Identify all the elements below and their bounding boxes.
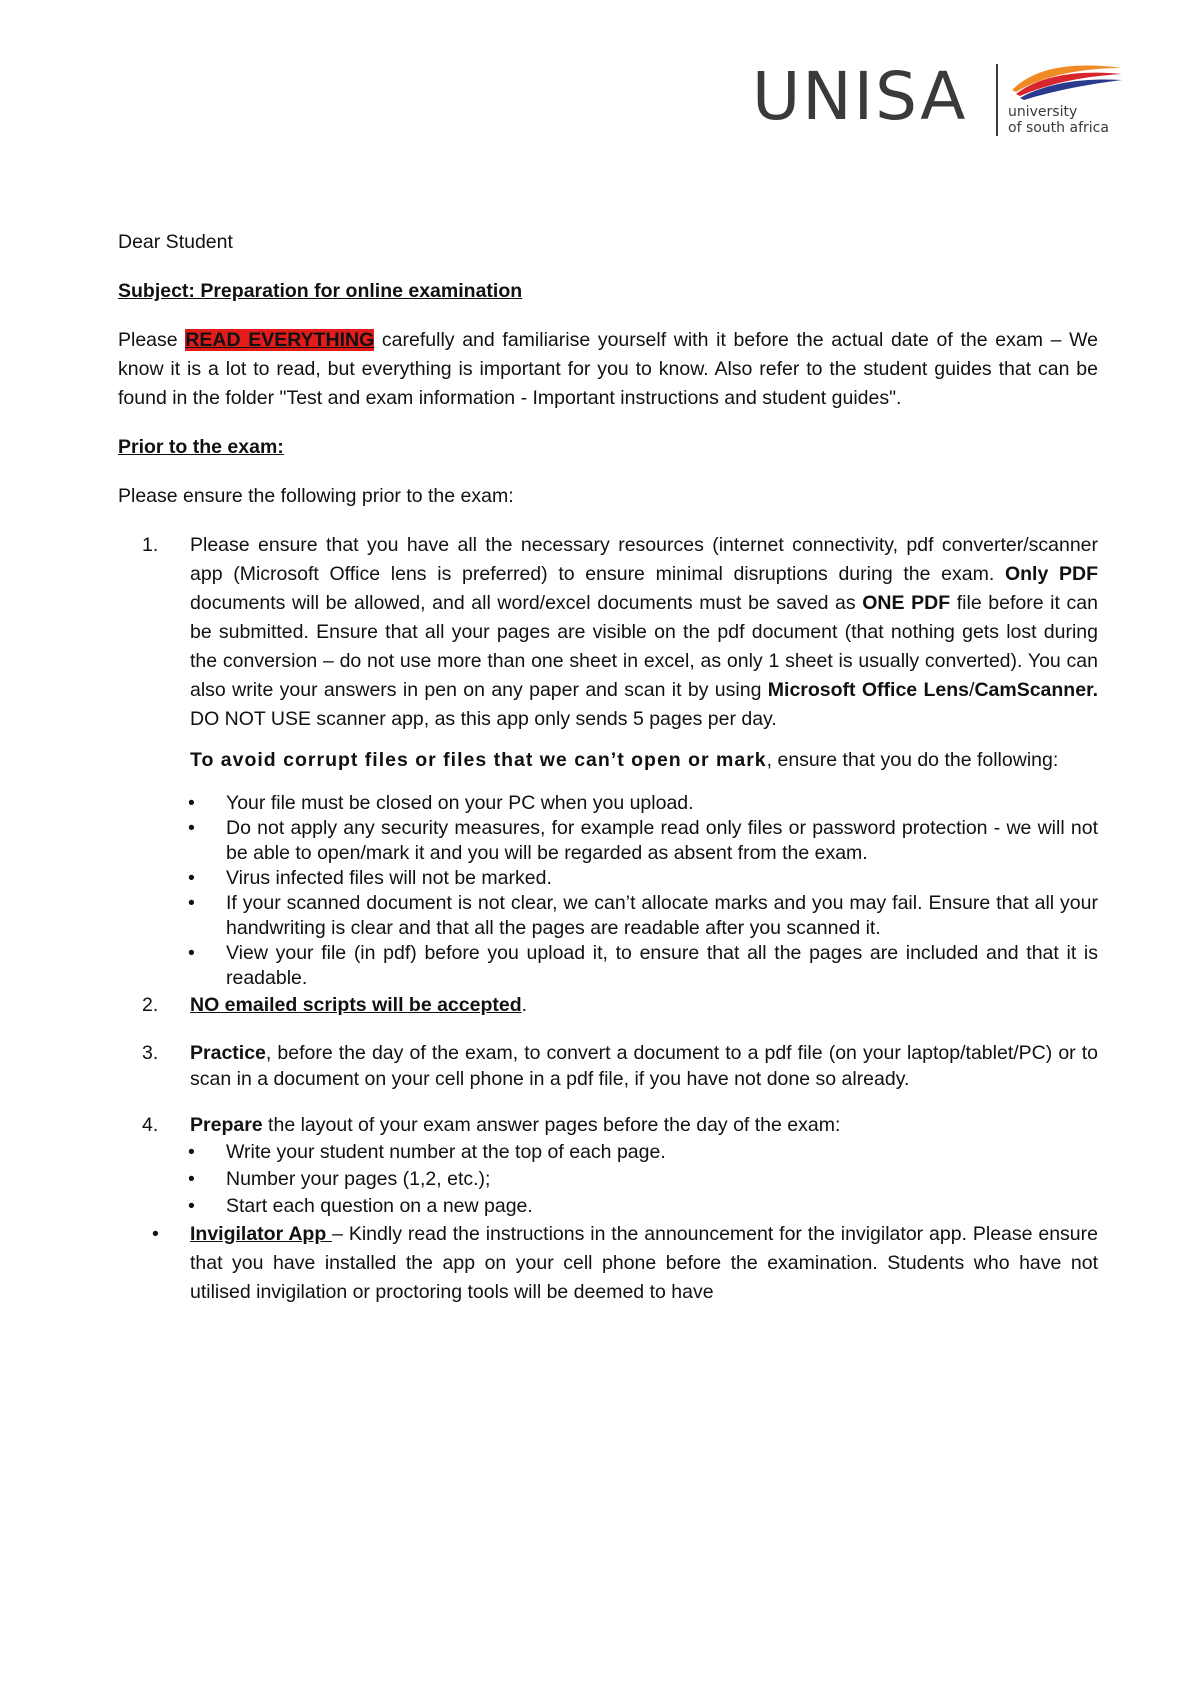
list-item xyxy=(118,1193,1098,1220)
list-item xyxy=(118,816,1098,866)
item-number: 2. xyxy=(142,994,159,1016)
item4-text: the layout of your exam answer pages before the day of the exam: xyxy=(262,1114,841,1136)
intro-paragraph xyxy=(118,326,1098,413)
intro-text-rest: carefully and familiarise yourself with it before the actual date of the exam – We know it is a lot to read, but everything is important for you to know. Also refer to the student guides that can be found in the folder "Test and exam information - Important instructions and student guides". xyxy=(118,329,1099,409)
greeting: Dear Student xyxy=(118,231,233,253)
bullet-icon: • xyxy=(152,1223,159,1245)
bullet-icon: • xyxy=(188,1195,195,1217)
list-item xyxy=(118,1139,1098,1166)
list-item-2 xyxy=(118,991,1098,1020)
item1-bold-pdf: Only PDF xyxy=(1004,563,1098,585)
bullet-text: Number your pages (1,2, etc.); xyxy=(226,1168,491,1190)
bullet-text: Do not apply any security measures, for example read only files or password protection - we will not be able to open/mark it and you will be regarded as absent from the exam. xyxy=(226,817,1098,864)
ensure-line: Please ensure the following prior to the exam: xyxy=(118,485,514,507)
item-number: 1. xyxy=(142,534,159,556)
logo-sub-line2: of south africa xyxy=(1008,120,1109,136)
list-item xyxy=(118,941,1098,991)
item-number: 3. xyxy=(142,1042,159,1064)
list-item-3 xyxy=(118,1040,1098,1092)
item3-text: , before the day of the exam, to convert a document to a pdf file (on your laptop/tablet/PC) or to scan in a document on your cell phone in a pdf file, if you have not done so already. xyxy=(190,1042,1098,1090)
item1-text: DO NOT USE scanner app, as this app only sends 5 pages per day. xyxy=(190,708,777,730)
upload-bullets xyxy=(118,791,1098,991)
item1-bold-camscanner: CamScanner. xyxy=(974,679,1098,701)
bullet-text: View your file (in pdf) before you upload it, to ensure that all the pages are included and that it is readable. xyxy=(226,942,1098,989)
list-item xyxy=(118,891,1098,941)
item2-period: . xyxy=(521,994,528,1016)
practice-bold: Practice xyxy=(190,1042,266,1064)
prepare-bold: Prepare xyxy=(190,1114,263,1136)
bullet-icon: • xyxy=(188,1141,195,1163)
item1-text: / xyxy=(969,679,975,701)
logo-divider xyxy=(996,64,998,136)
item1-text: file before it can be submitted. Ensure that all your pages are visible on the pdf document (that nothing gets lost during the conversion – do not use more than one sheet in excel, as only 1 sheet is usually converted). You can also write your answers in pen on any paper and scan it by using xyxy=(190,592,1098,701)
bullet-icon: • xyxy=(188,792,195,814)
no-email-notice: NO emailed scripts will be accepted xyxy=(190,994,522,1016)
read-everything-highlight: READ EVERYTHING xyxy=(185,329,375,351)
avoid-bold: To avoid corrupt files or files that we can’t open or mark xyxy=(190,749,767,771)
unisa-logo xyxy=(752,58,1124,138)
logo-subtitle xyxy=(1008,104,1109,136)
bullet-text: Start each question on a new page. xyxy=(226,1195,533,1217)
subject-line: Subject: Preparation for online examination xyxy=(118,280,523,302)
item1-text: Please ensure that you have all the necessary resources (internet connectivity, pdf converter/scanner app (Microsoft Office lens is preferred) to ensure minimal disruptions during the exam. xyxy=(190,534,1098,585)
list-item xyxy=(118,791,1098,816)
bullet-text: Your file must be closed on your PC when you upload. xyxy=(226,792,694,814)
avoid-corrupt-paragraph xyxy=(118,746,1098,775)
logo-wordmark: UNISA xyxy=(752,58,968,135)
letter-body xyxy=(118,228,1098,1307)
bullet-icon: • xyxy=(188,867,195,889)
layout-bullets xyxy=(118,1139,1098,1220)
bullet-text: If your scanned document is not clear, we can’t allocate marks and you may fail. Ensure that all your handwriting is clear and that all the pages are readable after you scanned it. xyxy=(226,892,1098,939)
prior-heading: Prior to the exam: xyxy=(118,436,284,458)
bullet-icon: • xyxy=(188,892,195,914)
invigilator-text: – Kindly read the instructions in the announcement for the invigilator app. Please ensure that you have installed the app on your cell phone before the examination. Students who have not utilised invigilation or proctoring tools will be deemed to have xyxy=(190,1223,1098,1303)
avoid-text: , ensure that you do the following: xyxy=(766,749,1059,771)
bullet-text: Virus infected files will not be marked. xyxy=(226,867,552,889)
intro-text-start: Please xyxy=(118,329,186,351)
item-number: 4. xyxy=(142,1114,159,1136)
item1-bold-one-pdf: ONE PDF xyxy=(862,592,951,614)
list-item-1 xyxy=(118,531,1098,734)
bullet-icon: • xyxy=(188,942,195,964)
list-item xyxy=(118,866,1098,891)
logo-sub-line1: university xyxy=(1008,104,1078,120)
invigilator-item xyxy=(118,1220,1098,1307)
unisa-swoosh-icon xyxy=(1006,60,1124,100)
bullet-icon: • xyxy=(188,1168,195,1190)
bullet-icon: • xyxy=(188,817,195,839)
bullet-text: Write your student number at the top of each page. xyxy=(226,1141,666,1163)
invigilator-app-label: Invigilator App xyxy=(190,1223,333,1245)
item1-bold-lens: Microsoft Office Lens xyxy=(767,679,970,701)
list-item-4 xyxy=(118,1112,1098,1139)
list-item xyxy=(118,1166,1098,1193)
item1-text: documents will be allowed, and all word/excel documents must be saved as xyxy=(190,592,863,614)
